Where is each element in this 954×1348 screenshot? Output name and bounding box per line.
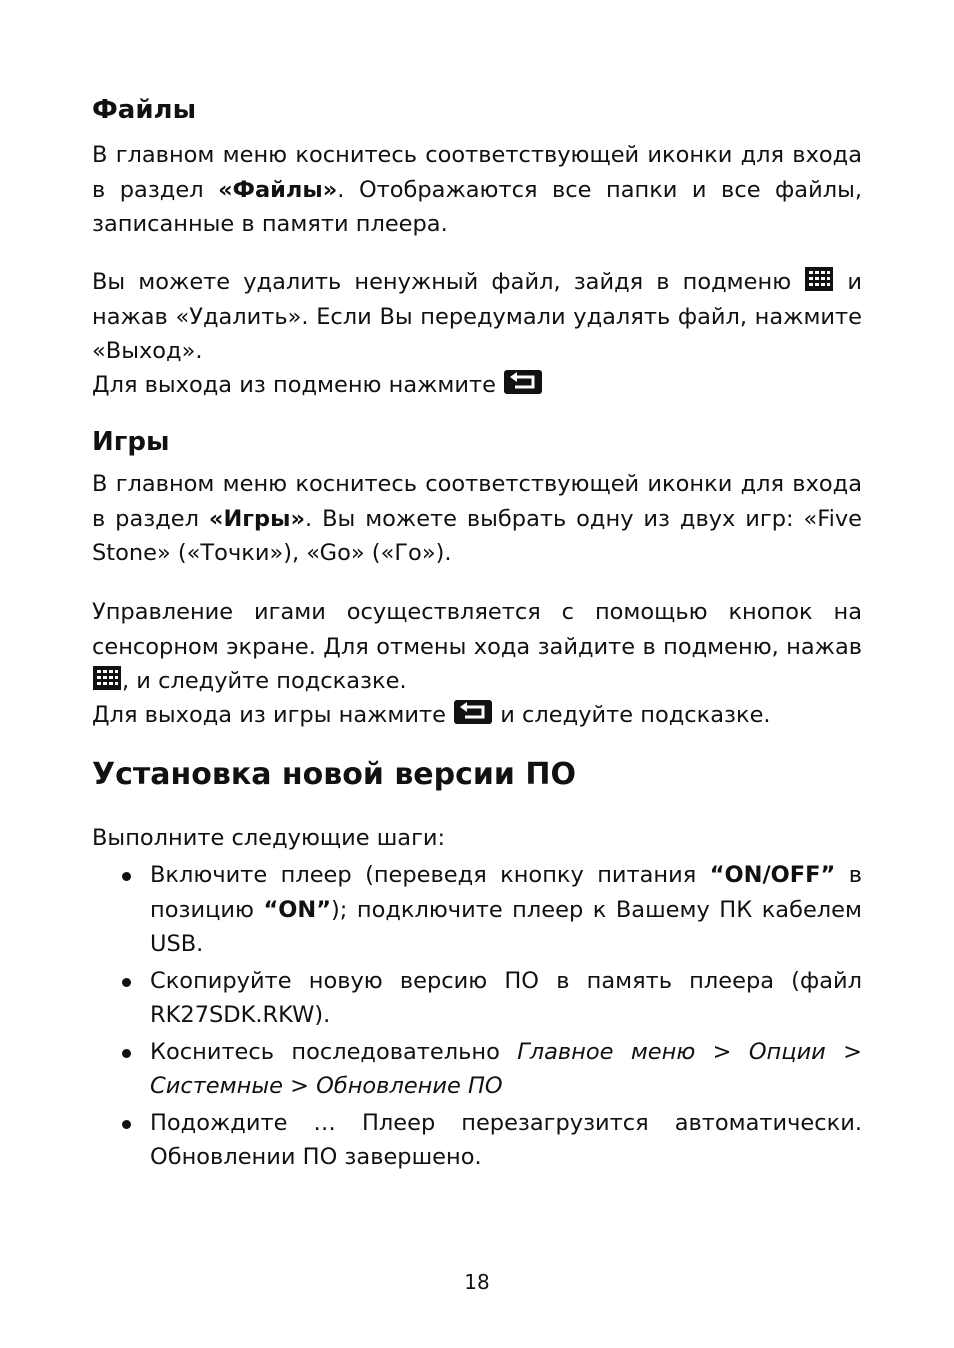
list-item: Подождите … Плеер перезагрузится автоматически. Обновлении ПО завершено.: [116, 1106, 862, 1175]
update-heading: Установка новой версии ПО: [92, 757, 576, 792]
games-paragraph-3: Для выхода из игры нажмите и следуйте подсказке.: [92, 698, 771, 733]
games-heading: Игры: [92, 427, 170, 457]
list-item: Включите плеер (переведя кнопку питания “ON/OFF” в позицию “ON”); подключите плеер к Вашему ПК кабелем USB.: [116, 858, 862, 962]
grid-menu-icon: [804, 266, 834, 292]
games-paragraph-2: Управление игами осуществляется с помощью кнопок на сенсорном экране. Для отмены хода зайдите в подменю, нажав , и следуйте подсказке.: [92, 599, 862, 694]
bullet-icon: [122, 978, 131, 987]
update-steps-list: [116, 858, 862, 1177]
list-item: Скопируйте новую версию ПО в память плеера (файл RK27SDK.RKW).: [116, 964, 862, 1033]
list-item: Коснитесь последовательно Главное меню > Опции > Системные > Обновление ПО: [116, 1035, 862, 1104]
bullet-icon: [122, 1049, 131, 1058]
bullet-icon: [122, 1120, 131, 1129]
back-arrow-icon: [453, 699, 493, 725]
files-paragraph-2: Вы можете удалить ненужный файл, зайдя в подменю и нажав «Удалить». Если Вы передумали удалять файл, нажмите «Выход».: [92, 265, 862, 369]
files-paragraph-3: Для выхода из подменю нажмите: [92, 368, 543, 403]
page-number: 18: [464, 1270, 490, 1294]
files-heading: Файлы: [92, 95, 197, 125]
grid-menu-icon: [92, 665, 122, 691]
update-intro: Выполните следующие шаги:: [92, 825, 446, 851]
games-paragraph-1: В главном меню коснитесь соответствующей иконки для входа в раздел «Игры». Вы можете выбрать одну из двух игр: «Five Stone» («Точки»), «Go» («Го»).: [92, 471, 862, 566]
files-paragraph-1: В главном меню коснитесь соответствующей иконки для входа в раздел «Файлы». Отображаются все папки и все файлы, записанные в памяти плеера.: [92, 142, 862, 237]
bullet-icon: [122, 872, 131, 881]
back-arrow-icon: [503, 369, 543, 395]
